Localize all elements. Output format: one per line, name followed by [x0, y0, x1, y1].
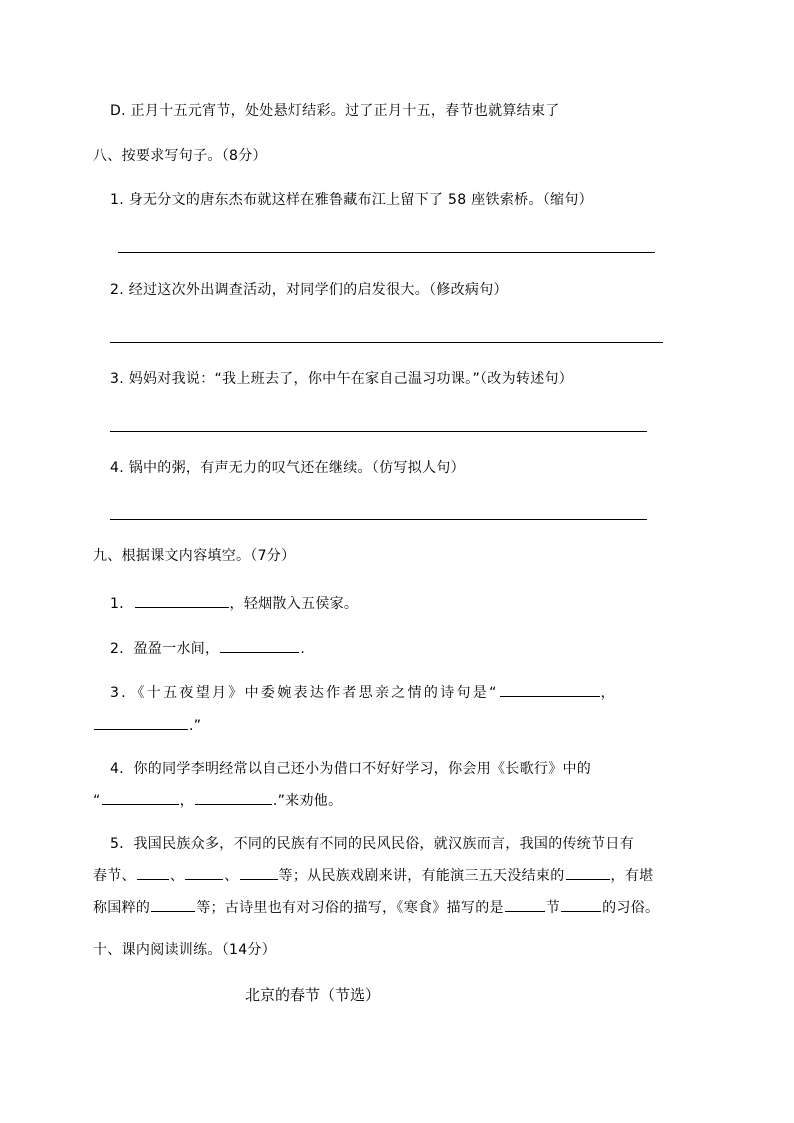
item4-comma: ，	[179, 793, 194, 809]
section-9-item-4-line-1: 4．你的同学李明经常以自己还小为借口不好好学习，你会用《长歌行》中的	[110, 761, 592, 777]
passage-title: 北京的春节（节选）	[245, 986, 381, 1004]
section-10-heading: 十、课内阅读训练。（14分）	[93, 942, 277, 958]
section-9-heading: 九、根据课文内容填空。（7分）	[93, 548, 296, 564]
item5-text-i: 的习俗。	[602, 900, 660, 916]
answer-line-1[interactable]	[118, 252, 655, 253]
item5-text-c: 、	[224, 868, 239, 884]
answer-line-3[interactable]	[110, 431, 647, 432]
item4-open-quote: “	[93, 793, 101, 809]
blank-2-1[interactable]	[220, 637, 299, 653]
section-9-item-5-line-2	[93, 864, 653, 886]
answer-line-4[interactable]	[110, 519, 647, 520]
item2-suffix: .	[300, 641, 306, 657]
section-9-item-3-line-1	[110, 681, 617, 703]
item3-line2-suffix: .”	[189, 718, 202, 734]
item1-suffix: ，轻烟散入五侯家。	[229, 596, 359, 612]
blank-5-2[interactable]	[185, 864, 223, 880]
section-8-item-2: 2. 经过这次外出调查活动，对同学们的启发很大。（修改病句）	[110, 282, 508, 298]
item4-suffix: .”来劝他。	[272, 793, 343, 809]
item3-line1-suffix: ，	[600, 685, 617, 701]
blank-5-5[interactable]	[151, 896, 195, 912]
blank-4-1[interactable]	[102, 789, 179, 805]
item5-text-h: 节	[545, 900, 561, 916]
blank-3-1[interactable]	[500, 681, 600, 697]
option-d: D. 正月十五元宵节，处处悬灯结彩。过了正月十五，春节也就算结束了	[110, 103, 560, 119]
blank-5-7[interactable]	[561, 896, 601, 912]
blank-5-6[interactable]	[505, 896, 545, 912]
section-8-item-1: 1. 身无分文的唐东杰布就这样在雅鲁藏布江上留下了 58 座铁索桥。（缩句）	[110, 192, 593, 208]
answer-line-2[interactable]	[110, 342, 663, 343]
section-8-item-4: 4. 锅中的粥，有声无力的叹气还在继续。（仿写拟人句）	[110, 460, 465, 476]
blank-3-2[interactable]	[94, 714, 188, 730]
section-9-item-5-line-3	[93, 896, 659, 918]
section-9-item-5-line-1: 5．我国民族众多，不同的民族有不同的民风民俗，就汉族而言，我国的传统节日有	[110, 836, 635, 852]
item2-prefix: 2．盈盈一水间，	[110, 641, 220, 657]
blank-5-4[interactable]	[566, 864, 610, 880]
item5-text-e: ，有堪	[610, 868, 654, 884]
item5-text-a: 春节、	[93, 868, 136, 884]
item5-text-g: 等；古诗里也有对习俗的描写，《寒食》描写的是	[196, 900, 504, 916]
section-9-item-4-line-2	[93, 789, 342, 811]
section-8-heading: 八、按要求写句子。（8分）	[93, 148, 267, 164]
item5-text-b: 、	[169, 868, 185, 884]
item3-line1-prefix: 3．《十五夜望月》中委婉表达作者思亲之情的诗句是“	[110, 685, 499, 701]
item5-text-f: 称国粹的	[93, 900, 151, 916]
section-9-item-3-line-2	[93, 714, 201, 736]
section-9-item-1	[110, 592, 358, 614]
section-9-item-2	[110, 637, 305, 659]
section-8-item-3: 3. 妈妈对我说：“我上班去了，你中午在家自己温习功课。”（改为转述句）	[110, 371, 574, 387]
blank-5-1[interactable]	[137, 864, 169, 880]
blank-1-1[interactable]	[135, 592, 229, 608]
blank-5-3[interactable]	[240, 864, 278, 880]
item5-text-d: 等；从民族戏剧来讲，有能演三五天没结束的	[278, 868, 565, 884]
blank-4-2[interactable]	[195, 789, 272, 805]
item1-prefix: 1．	[110, 596, 134, 612]
